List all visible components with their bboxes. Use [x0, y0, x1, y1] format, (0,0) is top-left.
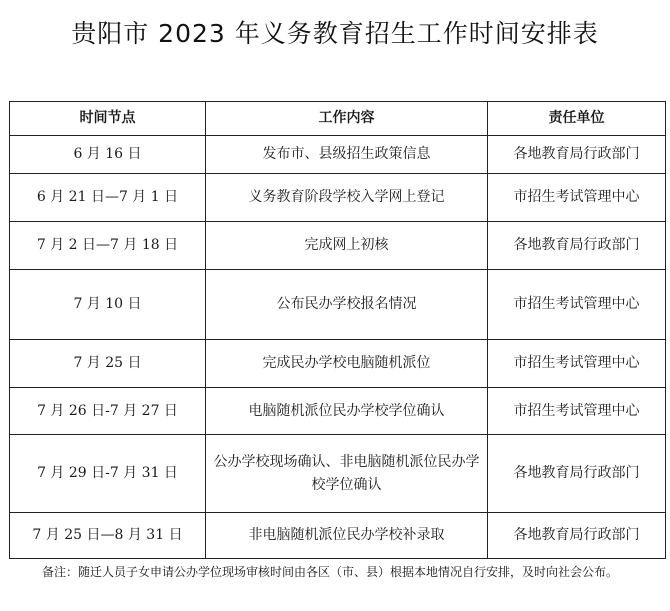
table-row	[10, 222, 666, 270]
table-row	[10, 513, 666, 559]
cell-time: 6 月 21 日—7 月 1 日	[10, 174, 206, 222]
header-content: 工作内容	[206, 102, 488, 136]
cell-unit: 各地教育局行政部门	[488, 435, 666, 513]
cell-content: 公布民办学校报名情况	[206, 270, 488, 340]
cell-content: 义务教育阶段学校入学网上登记	[206, 174, 488, 222]
cell-content: 完成网上初核	[206, 222, 488, 270]
table-row	[10, 388, 666, 435]
cell-unit: 各地教育局行政部门	[488, 222, 666, 270]
cell-content: 非电脑随机派位民办学校补录取	[206, 513, 488, 559]
footnote: 备注：随迁人员子女申请公办学位现场审核时间由各区（市、县）根据本地情况自行安排，及时向社会公布。	[42, 565, 619, 579]
cell-unit: 各地教育局行政部门	[488, 136, 666, 174]
table-row	[10, 340, 666, 388]
cell-content: 完成民办学校电脑随机派位	[206, 340, 488, 388]
table-row	[10, 435, 666, 513]
cell-content: 公办学校现场确认、非电脑随机派位民办学校学位确认	[206, 435, 488, 513]
cell-time: 7 月 25 日	[10, 340, 206, 388]
cell-unit: 市招生考试管理中心	[488, 388, 666, 435]
schedule-table	[9, 101, 666, 559]
cell-time: 7 月 25 日—8 月 31 日	[10, 513, 206, 559]
cell-time: 7 月 2 日—7 月 18 日	[10, 222, 206, 270]
cell-unit: 各地教育局行政部门	[488, 513, 666, 559]
table-row	[10, 136, 666, 174]
cell-content: 发布市、县级招生政策信息	[206, 136, 488, 174]
cell-unit: 市招生考试管理中心	[488, 340, 666, 388]
cell-time: 7 月 29 日-7 月 31 日	[10, 435, 206, 513]
header-unit: 责任单位	[488, 102, 666, 136]
table-row	[10, 174, 666, 222]
header-time: 时间节点	[10, 102, 206, 136]
cell-time: 6 月 16 日	[10, 136, 206, 174]
table-row	[10, 270, 666, 340]
cell-content: 电脑随机派位民办学校学位确认	[206, 388, 488, 435]
page-title: 贵阳市 2023 年义务教育招生工作时间安排表	[71, 19, 599, 48]
cell-unit: 市招生考试管理中心	[488, 174, 666, 222]
cell-unit: 市招生考试管理中心	[488, 270, 666, 340]
cell-time: 7 月 10 日	[10, 270, 206, 340]
table-header-row	[10, 102, 666, 136]
cell-time: 7 月 26 日-7 月 27 日	[10, 388, 206, 435]
